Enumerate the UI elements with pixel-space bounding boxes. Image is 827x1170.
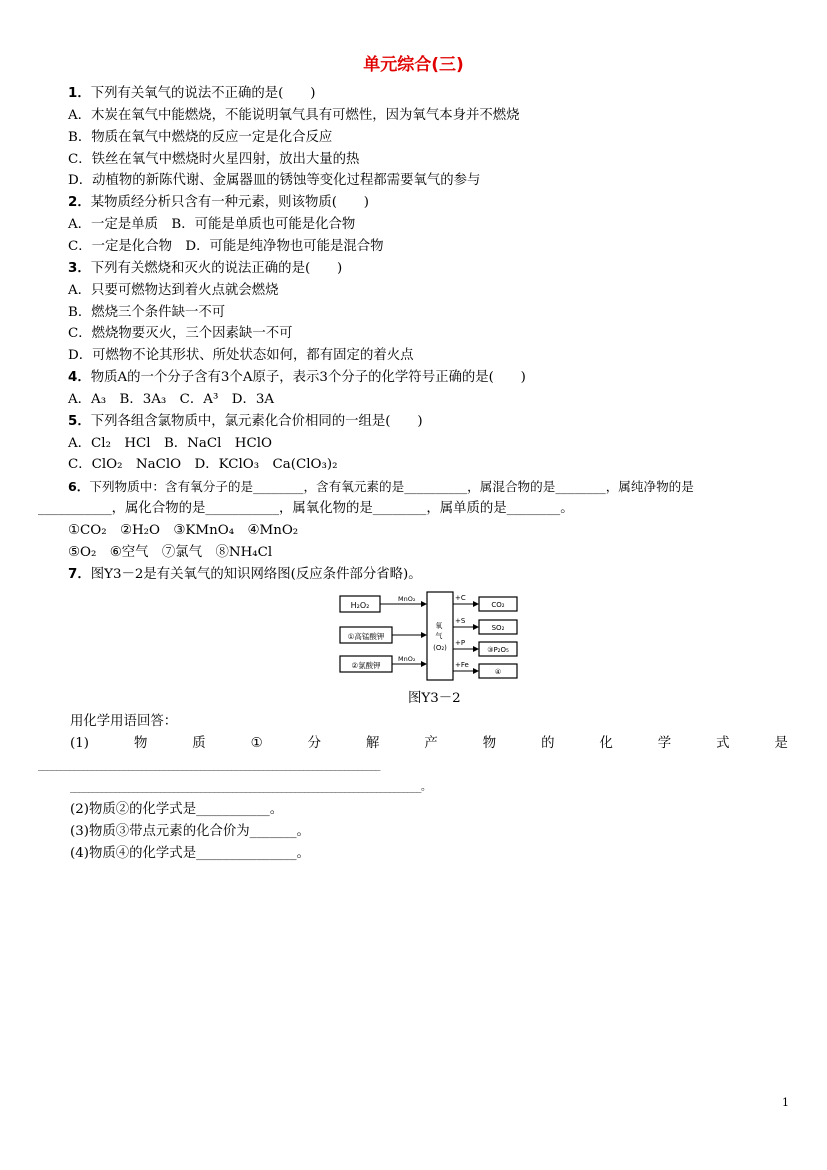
question-text: A．A₃ B．3A₃ C．A³ D．3A bbox=[68, 391, 275, 407]
question-text: A．Cl₂ HCl B．NaCl HClO bbox=[68, 435, 272, 451]
question-line bbox=[68, 238, 384, 256]
question-line bbox=[68, 325, 293, 343]
question-line bbox=[68, 544, 272, 562]
diagram-catalyst-top: MnO₂ bbox=[398, 595, 416, 603]
question-number: 5． bbox=[68, 413, 91, 429]
question-text: 下列各组含氯物质中，氯元素化合价相同的一组是( ) bbox=[90, 413, 423, 429]
question-number: 3． bbox=[68, 260, 91, 276]
question-line bbox=[68, 413, 423, 431]
question-text: 图Y3－2是有关氧气的知识网络图(反应条件部分省略)。 bbox=[90, 566, 422, 582]
answer-intro: 用化学用语回答： bbox=[70, 714, 178, 729]
question-line bbox=[68, 391, 274, 409]
answer-q1-word: 是 bbox=[774, 736, 788, 751]
diagram-center-line2: 气 bbox=[435, 632, 443, 640]
answer-q1-word: 产 bbox=[424, 736, 438, 751]
question-line bbox=[68, 435, 272, 453]
answer-q1-word: 物 bbox=[482, 736, 497, 751]
question-line bbox=[68, 478, 694, 496]
answer-q1-word: (1) bbox=[70, 736, 89, 751]
answer-q4: (4)物质④的化学式是_______________。 bbox=[70, 846, 310, 861]
question-line bbox=[68, 260, 342, 278]
answer-q2: (2)物质②的化学式是___________。 bbox=[70, 802, 284, 817]
answer-q1-blank-1: ____________________________________________________________________________ bbox=[38, 760, 380, 771]
answer-q1-word: 学 bbox=[657, 736, 672, 751]
diagram-product-2: SO₂ bbox=[491, 624, 505, 632]
question-line bbox=[68, 216, 355, 234]
question-line bbox=[68, 456, 337, 474]
question-line bbox=[68, 85, 315, 103]
diagram-reagent-1: +C bbox=[455, 594, 466, 602]
question-number: 4． bbox=[68, 370, 91, 386]
question-text: A．一定是单质 B．可能是单质也可能是化合物 bbox=[68, 217, 356, 233]
diagram-input-2: ①高锰酸钾 bbox=[347, 632, 385, 641]
answer-q3: (3)物质③带点元素的化合价为_______。 bbox=[70, 824, 310, 839]
question-line bbox=[68, 172, 480, 190]
answer-q1-word: 的 bbox=[541, 736, 555, 751]
question-number: 1． bbox=[68, 86, 91, 101]
answer-q1-word: 物 bbox=[133, 736, 148, 751]
diagram-reagent-2: +S bbox=[455, 617, 466, 625]
page-title: 单元综合(三) bbox=[363, 55, 464, 75]
answer-q1-word: 化 bbox=[599, 736, 613, 751]
question-text: 某物质经分析只含有一种元素，则该物质( ) bbox=[90, 195, 369, 211]
page-number: 1 bbox=[782, 1096, 789, 1109]
diagram-input-3: ②氯酸钾 bbox=[351, 661, 381, 670]
question-text: ①CO₂ ②H₂O ③KMnO₄ ④MnO₂ bbox=[68, 523, 299, 538]
answer-q1-word: 分 bbox=[307, 736, 322, 751]
diagram-input-1: H₂O₂ bbox=[350, 601, 370, 610]
answer-q1-word: ① bbox=[250, 736, 263, 751]
answer-q1-prompt bbox=[70, 735, 788, 753]
answer-q1-word: 解 bbox=[366, 736, 380, 751]
question-line bbox=[68, 129, 332, 147]
question-text: 下列物质中：含有氧分子的是________，含有氧元素的是__________，属混合物的是________，属纯净物的是 bbox=[89, 479, 694, 495]
question-line bbox=[68, 347, 414, 365]
diagram-catalyst-bottom: MnO₂ bbox=[398, 655, 416, 663]
diagram-caption: 图Y3－2 bbox=[408, 691, 461, 706]
question-number: 7． bbox=[68, 566, 91, 582]
question-text: 下列有关燃烧和灭火的说法正确的是( ) bbox=[90, 260, 343, 276]
diagram-product-4: ④ bbox=[494, 668, 502, 676]
question-text: A．木炭在氧气中能燃烧，不能说明氧气具有可燃性，因为氧气本身并不燃烧 bbox=[68, 107, 520, 123]
question-line bbox=[68, 282, 279, 300]
question-text: D．动植物的新陈代谢、金属器皿的锈蚀等变化过程都需要氧气的参与 bbox=[68, 173, 481, 189]
question-line bbox=[68, 107, 520, 125]
oxygen-network-diagram bbox=[338, 590, 524, 684]
diagram-product-1: CO₂ bbox=[491, 601, 505, 609]
question-text: B．物质在氧气中燃烧的反应一定是化合反应 bbox=[68, 129, 333, 145]
question-text: 物质A的一个分子含有3个A原子，表示3个分子的化学符号正确的是( ) bbox=[90, 370, 526, 386]
diagram-product-3: ③P₂O₅ bbox=[487, 646, 509, 654]
question-text: B．燃烧三个条件缺一不可 bbox=[68, 304, 226, 320]
question-line bbox=[68, 194, 369, 212]
answer-q1-blank-2: ______________________________________________________________________________。 bbox=[70, 782, 431, 793]
question-text: 下列有关氧气的说法不正确的是( ) bbox=[90, 86, 316, 101]
question-line bbox=[68, 369, 526, 387]
question-text: C．ClO₂ NaClO D．KClO₃ Ca(ClO₃)₂ bbox=[68, 457, 338, 473]
question-text: ⑤O₂ ⑥空气 ⑦氯气 ⑧NH₄Cl bbox=[68, 544, 273, 560]
question-text: A．只要可燃物达到着火点就会燃烧 bbox=[68, 282, 279, 298]
question-text: ___________，属化合物的是___________，属氧化物的是________，属单质的是________。 bbox=[38, 501, 574, 517]
question-number: 6． bbox=[68, 479, 90, 495]
question-line bbox=[68, 522, 298, 540]
answer-q1-word: 式 bbox=[716, 736, 730, 751]
question-line bbox=[68, 304, 225, 322]
question-number: 2． bbox=[68, 195, 91, 211]
question-line bbox=[68, 151, 359, 169]
question-line bbox=[68, 566, 422, 584]
diagram-reagent-3: +P bbox=[455, 639, 466, 647]
diagram-center-line1: 氧 bbox=[435, 622, 443, 630]
diagram-reagent-4: +Fe bbox=[455, 661, 469, 669]
diagram-center-line3: (O₂) bbox=[433, 644, 447, 652]
question-text: D．可燃物不论其形状、所处状态如何，都有固定的着火点 bbox=[68, 348, 414, 364]
question-text: C．一定是化合物 D．可能是纯净物也可能是混合物 bbox=[68, 238, 384, 254]
answer-q1-word: 质 bbox=[192, 736, 206, 751]
question-line bbox=[38, 500, 574, 518]
question-text: C．铁丝在氧气中燃烧时火星四射，放出大量的热 bbox=[68, 151, 360, 167]
question-text: C．燃烧物要灭火，三个因素缺一不可 bbox=[68, 326, 293, 342]
